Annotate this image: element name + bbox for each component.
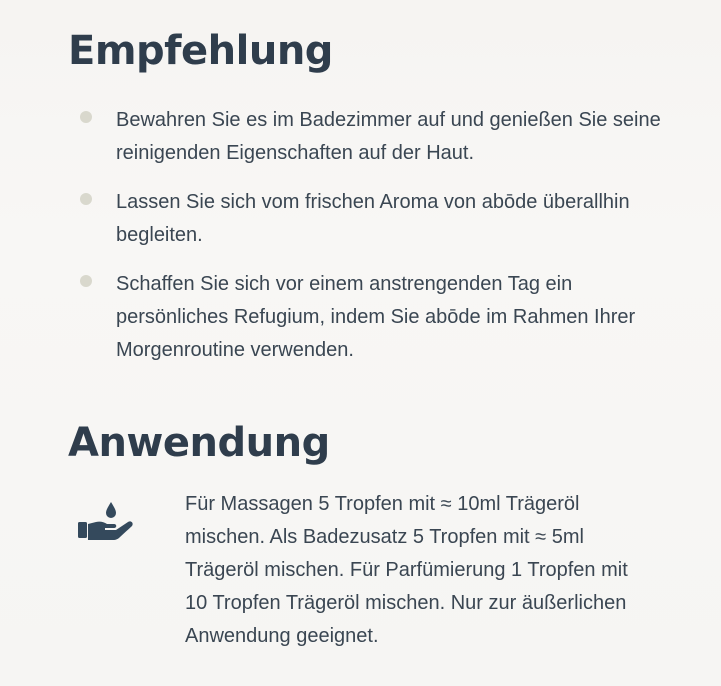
bullet-dot-icon [80, 111, 92, 123]
list-item [78, 186, 678, 252]
usage-heading: Anwendung [68, 420, 330, 466]
list-item [78, 104, 678, 170]
hand-drop-icon [76, 500, 136, 544]
list-item-text: Schaffen Sie sich vor einem anstrengenden Tag ein persönliches Refugium, indem Sie abōde im Rahmen Ihrer Morgenroutine verwenden. [116, 273, 636, 361]
list-item [78, 268, 678, 367]
list-item-text: Lassen Sie sich vom frischen Aroma von abōde überallhin begleiten. [116, 191, 630, 246]
list-item-text: Bewahren Sie es im Badezimmer auf und genießen Sie seine reinigenden Eigenschaften auf der Haut. [116, 109, 661, 164]
usage-text: Für Massagen 5 Tropfen mit ≈ 10ml Trägeröl mischen. Als Badezusatz 5 Tropfen mit ≈ 5ml Trägeröl mischen. Für Parfümierung 1 Tropfen mit 10 Tropfen Trägeröl mischen. Nur zur äußerlichen Anwendung geeignet. [185, 493, 628, 647]
recommendation-heading: Empfehlung [68, 28, 333, 74]
bullet-dot-icon [80, 193, 92, 205]
bullet-dot-icon [80, 275, 92, 287]
recommendation-list [78, 104, 678, 383]
